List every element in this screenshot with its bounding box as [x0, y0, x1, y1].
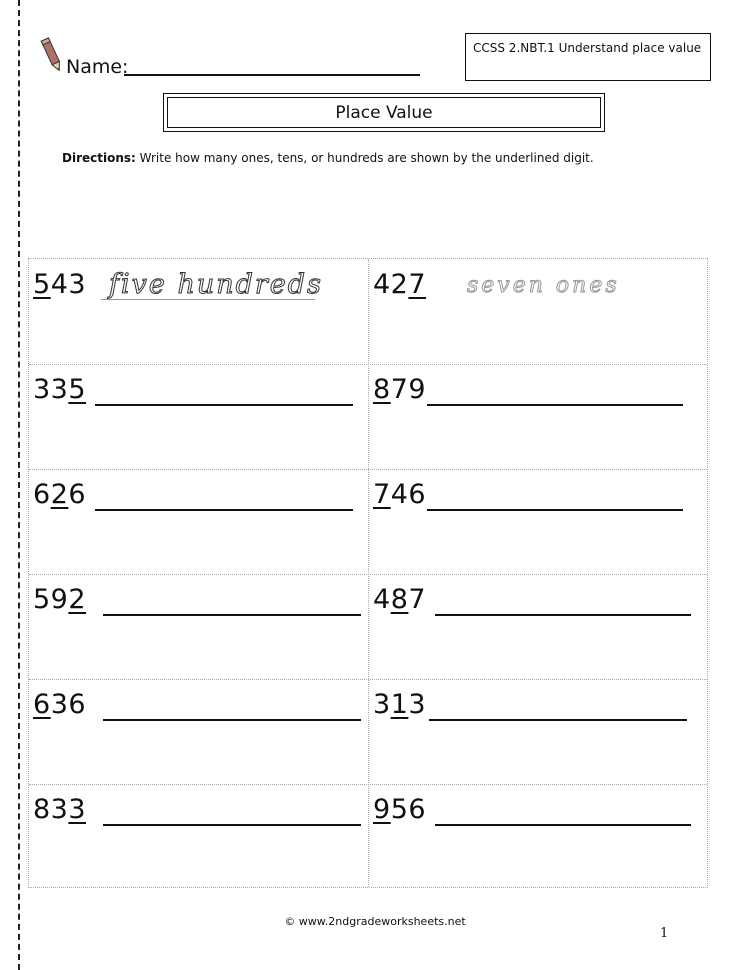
underlined-digit: 5 — [68, 374, 87, 405]
problem-number: 427 — [373, 269, 427, 300]
problem-number: 636 — [33, 689, 87, 720]
answer-line[interactable] — [103, 719, 361, 721]
problem-number: 487 — [373, 584, 427, 615]
page-title: Place Value — [167, 97, 601, 128]
underlined-digit: 7 — [373, 479, 391, 510]
problem-cell — [29, 364, 369, 469]
problem-number: 833 — [33, 794, 87, 825]
problem-cell — [369, 364, 709, 469]
problem-cell — [29, 784, 369, 889]
problem-cell — [369, 679, 709, 784]
answer-line[interactable] — [427, 404, 683, 406]
answer-line[interactable] — [95, 509, 353, 511]
directions-label: Directions: — [62, 151, 136, 165]
underlined-digit: 3 — [68, 794, 87, 825]
underlined-digit: 8 — [390, 584, 409, 615]
underlined-digit: 9 — [373, 794, 391, 825]
page-number: 1 — [660, 926, 669, 941]
problem-cell — [369, 574, 709, 679]
standard-box: CCSS 2.NBT.1 Understand place value — [465, 33, 711, 81]
problem-cell — [369, 259, 709, 364]
problem-cell — [29, 469, 369, 574]
answer-line[interactable] — [95, 404, 353, 406]
problem-number: 543 — [33, 269, 87, 300]
problem-number: 592 — [33, 584, 87, 615]
underlined-digit: 7 — [408, 269, 427, 300]
answer-line[interactable] — [429, 719, 687, 721]
problem-number: 746 — [373, 479, 427, 510]
problem-cell — [29, 574, 369, 679]
underlined-digit: 6 — [33, 689, 51, 720]
problem-cell — [29, 259, 369, 364]
problem-number: 335 — [33, 374, 87, 405]
pencil-icon — [40, 36, 64, 74]
answer-line[interactable] — [103, 614, 361, 616]
problem-cell — [369, 784, 709, 889]
example-answer: five hundreds — [109, 269, 323, 300]
answer-line[interactable] — [435, 824, 691, 826]
answer-line[interactable] — [435, 614, 691, 616]
underlined-digit: 8 — [373, 374, 391, 405]
example-answer: seven ones — [467, 273, 620, 298]
directions-text: Write how many ones, tens, or hundreds are shown by the underlined digit. — [135, 151, 594, 165]
answer-line[interactable] — [427, 509, 683, 511]
problem-grid — [28, 258, 708, 888]
underlined-digit: 2 — [68, 584, 87, 615]
title-box — [163, 93, 605, 132]
problem-cell — [369, 469, 709, 574]
cut-line — [18, 0, 20, 970]
name-field-line[interactable] — [124, 74, 420, 76]
problem-number: 313 — [373, 689, 427, 720]
problem-cell — [29, 679, 369, 784]
problem-number: 626 — [33, 479, 87, 510]
footer-copyright: © www.2ndgradeworksheets.net — [284, 915, 466, 928]
directions — [62, 151, 594, 165]
answer-line[interactable] — [103, 824, 361, 826]
underlined-digit: 2 — [50, 479, 69, 510]
problem-number: 956 — [373, 794, 427, 825]
problem-number: 879 — [373, 374, 427, 405]
example-answer-rule — [101, 299, 315, 300]
underlined-digit: 1 — [390, 689, 409, 720]
name-label: Name: — [66, 56, 129, 78]
underlined-digit: 5 — [33, 269, 51, 300]
